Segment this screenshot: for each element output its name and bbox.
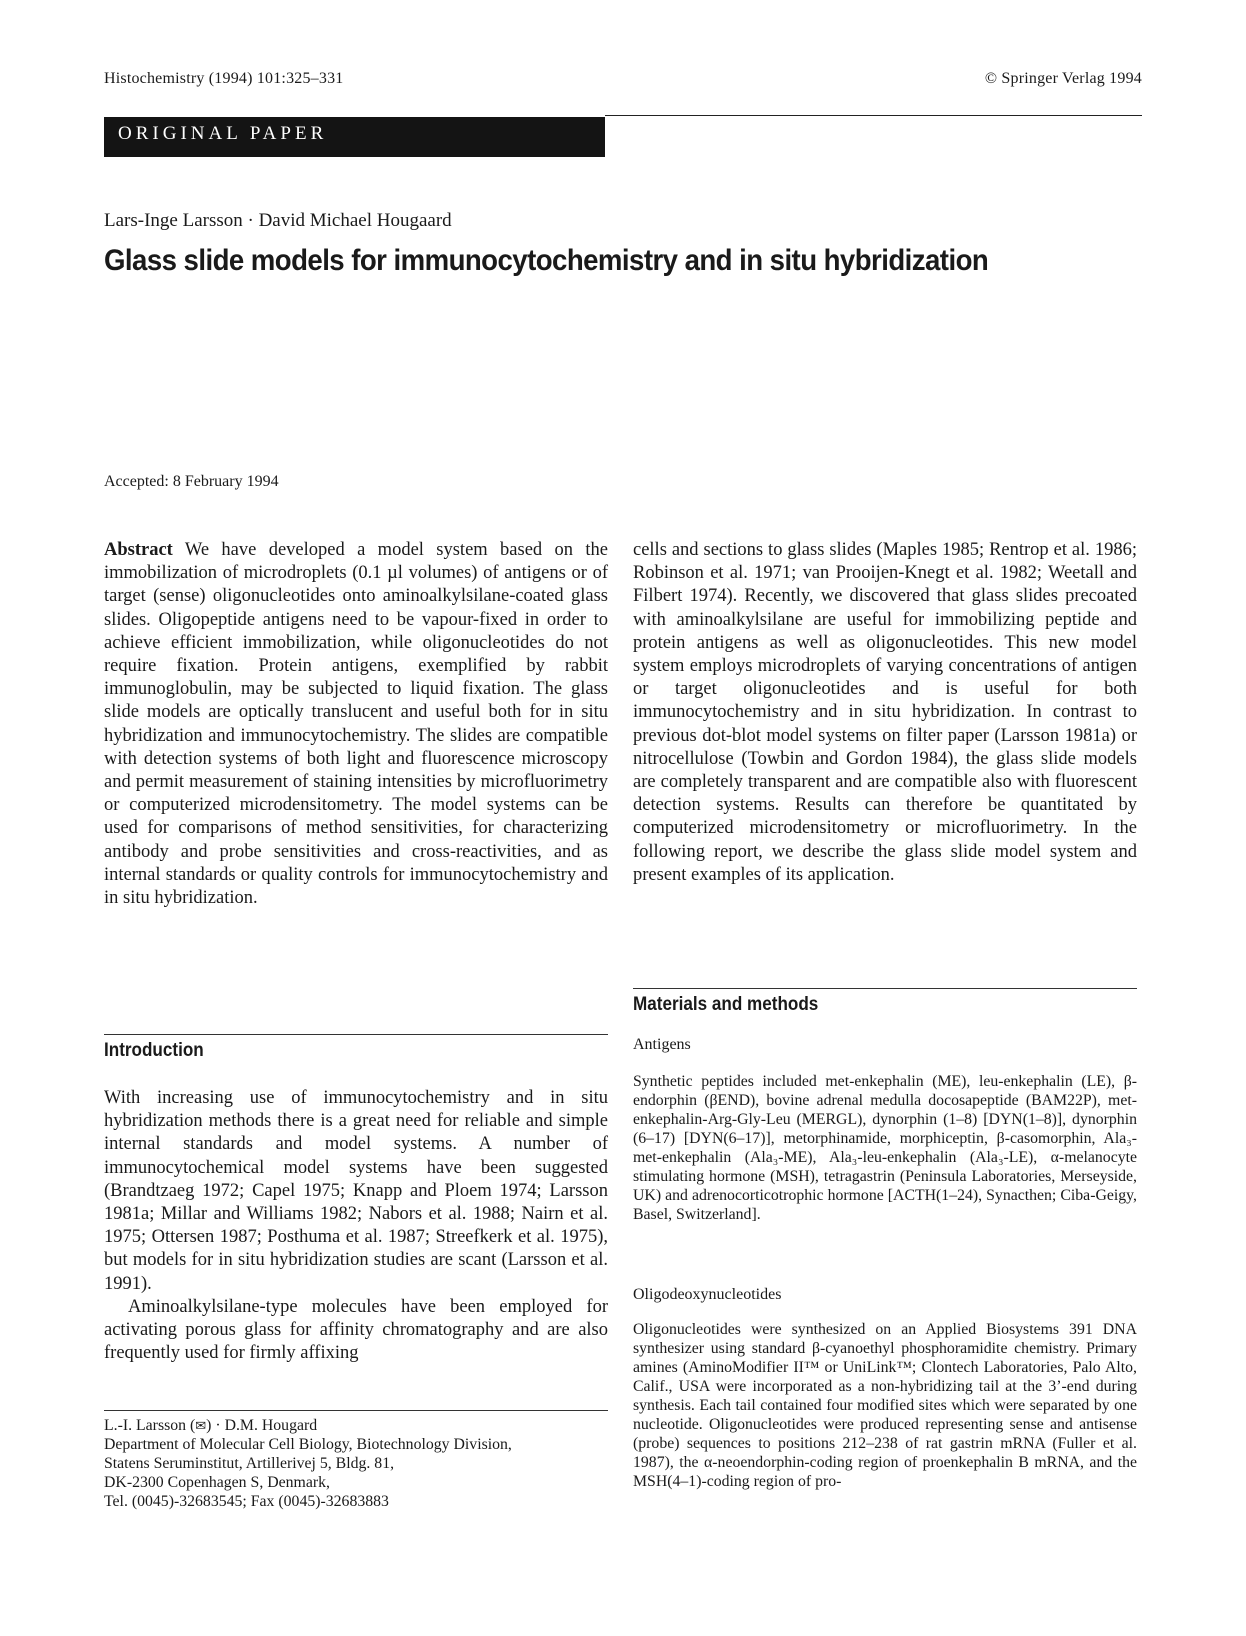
footnote-department: Department of Molecular Cell Biology, Biotechnology Division, bbox=[104, 1436, 512, 1453]
oligodeoxynucleotides-subheading: Oligodeoxynucleotides bbox=[633, 1286, 782, 1303]
antigens-subheading: Antigens bbox=[633, 1036, 691, 1053]
introduction-heading: Introduction bbox=[104, 1040, 204, 1061]
oligodeoxynucleotides-paragraph: Oligonucleotides were synthesized on an Applied Biosystems 391 DNA synthesizer using standard β-cyanoethyl phosphoramidite chemistry. Primary amines (AminoModifier II™ or UniLink™; Clontech Laboratories, Palo Alto, Calif., USA were incorporated as a non-hybridizing tail at the 3’-end during synthesis. Each tail contained four modified sites which were separated by one nucleotide. Oligonucleotides were produced representing sense and antisense (probe) sequences to positions 212–238 of rat gastrin mRNA (Fuller et al. 1987), the α-neoendorphin-coding region of proenkephalin B mRNA, and the MSH(4–1)-coding region of pro- bbox=[633, 1321, 1137, 1490]
introduction-rule bbox=[104, 1034, 608, 1035]
footnote-line-1 bbox=[104, 1416, 608, 1435]
abstract-paragraph bbox=[104, 539, 608, 910]
abstract-text: We have developed a model system based on the immobilization of microdroplets (0.1 µl volumes) of antigens or of target (sense) oligonucleotides onto aminoalkylsilane-coated glass slides. Oligopeptide antigens need to be vapour-fixed in order to achieve efficient immobilization, while oligonucleotides do not require fixation. Protein antigens, exemplified by rabbit immunoglobulin, may be subjected to liquid fixation. The glass slide models are optically translucent and useful both for in situ hybridization and immunocytochemistry. The slides are compatible with detection systems of both light and fluorescence microscopy and permit measurement of staining intensities by microfluorimetry or computerized microdensitometry. The model systems can be used for comparisons of method sensitivities, for characterizing antibody and probe sensitivities and cross-reactivities, and as internal standards or quality controls for immunocytochemistry and in situ hybridization. bbox=[104, 540, 608, 909]
header-rule bbox=[605, 115, 1142, 116]
paper-type-banner: ORIGINAL PAPER bbox=[104, 117, 605, 157]
introduction-paragraph-1: With increasing use of immunocytochemistry and in situ hybridization methods there is a great need for reliable and simple internal standards and model systems. A number of immunocytochemical model systems have been suggested (Brandtzaeg 1972; Capel 1975; Knapp and Ploem 1974; Larsson 1981a; Millar and Williams 1982; Nabors et al. 1988; Nairn et al. 1975; Ottersen 1987; Posthuma et al. 1987; Streefkerk et al. 1975), but models for in situ hybridization studies are scant (Larsson et al. 1991). bbox=[104, 1088, 608, 1294]
footnote-author-2: ) · D.M. Hougard bbox=[206, 1417, 318, 1434]
footnote-phone-fax: Tel. (0045)-32683545; Fax (0045)-32683883 bbox=[104, 1493, 389, 1510]
paper-title: Glass slide models for immunocytochemistry and in situ hybridization bbox=[104, 244, 989, 277]
author-list: Lars-Inge Larsson · David Michael Hougaard bbox=[104, 210, 452, 231]
footnote-rule bbox=[104, 1410, 608, 1411]
correspondence-footnote bbox=[104, 1416, 608, 1511]
antigens-paragraph: Synthetic peptides included met-enkephalin (ME), leu-enkephalin (LE), β-endorphin (βEND), bovine adrenal medulla docosapeptide (BAM22P), met-enkephalin-Arg-Gly-Leu (MERGL), dynorphin (1–8) [DYN(1–8)], dynorphin (6–17) [DYN(6–17)], metorphinamide, morphiceptin, β-casomorphin, Ala₃-met-enkephalin (Ala₃-ME), Ala₃-leu-enkephalin (Ala₃-LE), α-melanocyte stimulating hormone (MSH), tetragastrin (Peninsula Laboratories, Merseyside, UK) and adrenocorticotrophic hormone [ACTH(1–24), Synacthen; Ciba-Geigy, Basel, Switzerland]. bbox=[633, 1073, 1137, 1223]
abstract-block bbox=[104, 539, 608, 910]
footnote-author-1: L.-I. Larsson ( bbox=[104, 1417, 196, 1434]
envelope-icon: ✉ bbox=[195, 1418, 207, 1433]
journal-reference: Histochemistry (1994) 101:325–331 bbox=[104, 70, 344, 87]
antigens-body bbox=[633, 1072, 1137, 1224]
footnote-city: DK-2300 Copenhagen S, Denmark, bbox=[104, 1474, 330, 1491]
introduction-paragraph-2-continued: cells and sections to glass slides (Maples 1985; Rentrop et al. 1986; Robinson et al. 1971; van Prooijen-Knegt et al. 1982; Weetall and Filbert 1974). Recently, we discovered that glass slides precoated with aminoalkylsilane are useful for immobilizing peptide and protein antigens as well as oligonucleotides. This new model system employs microdroplets of varying concentrations of antigen or target oligonucleotides and is useful for both immunocytochemistry and in situ hybridization. In contrast to previous dot-blot model systems on filter paper (Larsson 1981a) or nitrocellulose (Towbin and Gordon 1984), the glass slide models are completely transparent and are compatible also with fluorescent detection systems. Results can therefore be quantitated by computerized microdensitometry or microfluorimetry. In the following report, we describe the glass slide model system and present examples of its application. bbox=[633, 540, 1137, 885]
introduction-continued bbox=[633, 539, 1137, 887]
accepted-date: Accepted: 8 February 1994 bbox=[104, 473, 279, 490]
copyright-notice: © Springer Verlag 1994 bbox=[984, 70, 1142, 87]
methods-heading: Materials and methods bbox=[633, 994, 819, 1015]
abstract-label: Abstract bbox=[104, 540, 173, 560]
methods-rule bbox=[633, 988, 1137, 989]
introduction-body bbox=[104, 1087, 608, 1365]
introduction-paragraph-2: Aminoalkylsilane-type molecules have been employed for activating porous glass for affinity chromatography and are also frequently used for firmly affixing bbox=[104, 1296, 608, 1364]
oligodeoxynucleotides-body bbox=[633, 1320, 1137, 1491]
footnote-institute: Statens Seruminstitut, Artillerivej 5, Bldg. 81, bbox=[104, 1455, 395, 1472]
